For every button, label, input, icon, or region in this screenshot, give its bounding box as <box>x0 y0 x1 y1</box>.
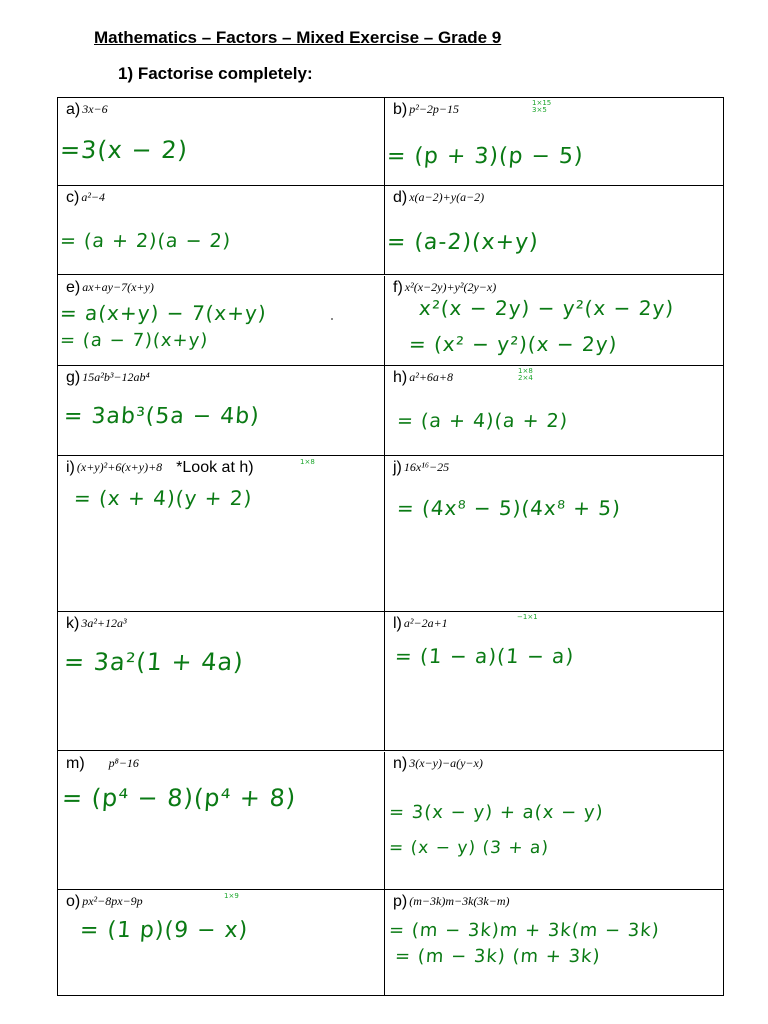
answer-line: = (a − 7)(x+y) <box>59 329 210 351</box>
margin-note: 1×9 <box>224 891 239 900</box>
question-label: n) <box>393 754 408 772</box>
cell-d <box>385 186 723 275</box>
cell-f <box>385 276 723 366</box>
answer-line: = (x − y) (3 + a) <box>388 837 550 858</box>
cell-e <box>58 276 385 366</box>
hint-note: *Look at h) <box>176 459 254 476</box>
question-expression: a²−4 <box>81 190 106 205</box>
question-expression: (m−3k)m−3k(3k−m) <box>409 893 510 908</box>
question-expression: px²−8px−9p <box>82 893 143 908</box>
answer-line: = a(x+y) − 7(x+y) <box>59 300 268 325</box>
question-expression: a²−2a+1 <box>403 616 448 631</box>
cell-p <box>385 890 723 995</box>
exercise-table <box>57 97 724 996</box>
question-label: g) <box>66 368 81 386</box>
question-instruction: 1) Factorise completely: <box>118 64 313 83</box>
answer-line: = 3ab³(5a − 4b) <box>63 403 261 429</box>
question-expression: (x+y)²+6(x+y)+8 <box>76 460 163 474</box>
stray-mark <box>331 318 333 320</box>
cell-g <box>58 366 385 456</box>
question-expression: 3x−6 <box>82 102 108 116</box>
question-expression: 16x¹⁶−25 <box>403 460 450 474</box>
cell-h <box>385 366 723 456</box>
answer-line: = (p + 3)(p − 5) <box>386 144 585 169</box>
answer-line: = (4x⁸ − 5)(4x⁸ + 5) <box>396 496 622 520</box>
margin-note: −1×1 <box>517 613 538 622</box>
cell-n <box>385 752 723 890</box>
cell-c <box>58 186 385 275</box>
cell-o <box>58 890 385 995</box>
question-expression: x²(x−2y)+y²(2y−x) <box>404 279 497 294</box>
cell-m <box>58 752 385 890</box>
question-expression: p⁸−16 <box>108 755 139 770</box>
answer-line: = 3a²(1 + 4a) <box>63 648 245 677</box>
question-expression: x(a−2)+y(a−2) <box>409 190 485 205</box>
question-label: c) <box>66 189 80 207</box>
answer-line: x²(x − 2y) − y²(x − 2y) <box>418 295 675 320</box>
margin-note: 1×8 2×4 <box>518 366 533 382</box>
answer-line: = (a-2)(x+y) <box>386 230 540 256</box>
question-label: j) <box>393 459 402 476</box>
cell-a <box>58 98 385 186</box>
question-label: d) <box>393 189 408 207</box>
question-label: k) <box>66 615 80 633</box>
worksheet-title: Mathematics – Factors – Mixed Exercise – Grade 9 <box>94 28 502 47</box>
answer-line: =3(x − 2) <box>59 136 189 164</box>
answer-line: = (m − 3k) (m + 3k) <box>394 945 602 967</box>
answer-line: = (a + 4)(a + 2) <box>396 409 569 432</box>
question-label: b) <box>393 101 408 118</box>
question-expression: ax+ay−7(x+y) <box>82 279 154 294</box>
cell-i <box>58 456 385 612</box>
question-label: i) <box>66 459 75 476</box>
answer-line: = (p⁴ − 8)(p⁴ + 8) <box>61 783 298 812</box>
margin-note: 1×15 3×5 <box>532 99 552 114</box>
question-label: a) <box>66 101 81 118</box>
question-label: m) <box>66 754 85 772</box>
question-label: p) <box>393 892 408 910</box>
answer-line: = (a + 2)(a − 2) <box>59 230 232 253</box>
answer-line: = (x² − y²)(x − 2y) <box>408 331 619 356</box>
margin-note: 1×8 <box>300 458 315 466</box>
answer-line: = 3(x − y) + a(x − y) <box>388 801 605 823</box>
question-expression: 3(x−y)−a(y−x) <box>409 755 483 770</box>
question-expression: 15a²b³−12ab⁴ <box>82 369 150 384</box>
answer-line: = (1 p)(9 − x) <box>79 917 250 943</box>
answer-line: = (1 − a)(1 − a) <box>394 644 576 669</box>
question-label: f) <box>393 278 403 296</box>
question-expression: 3a²+12a³ <box>81 616 127 631</box>
question-label: o) <box>66 892 81 910</box>
cell-j <box>385 456 723 612</box>
question-label: e) <box>66 278 81 296</box>
answer-line: = (m − 3k)m + 3k(m − 3k) <box>388 919 661 941</box>
question-label: l) <box>393 615 402 633</box>
cell-b <box>385 98 723 186</box>
question-expression: a²+6a+8 <box>409 369 454 384</box>
cell-l <box>385 612 723 751</box>
cell-k <box>58 612 385 751</box>
question-expression: p²−2p−15 <box>409 102 460 116</box>
question-label: h) <box>393 368 408 386</box>
answer-line: = (x + 4)(y + 2) <box>73 486 254 510</box>
